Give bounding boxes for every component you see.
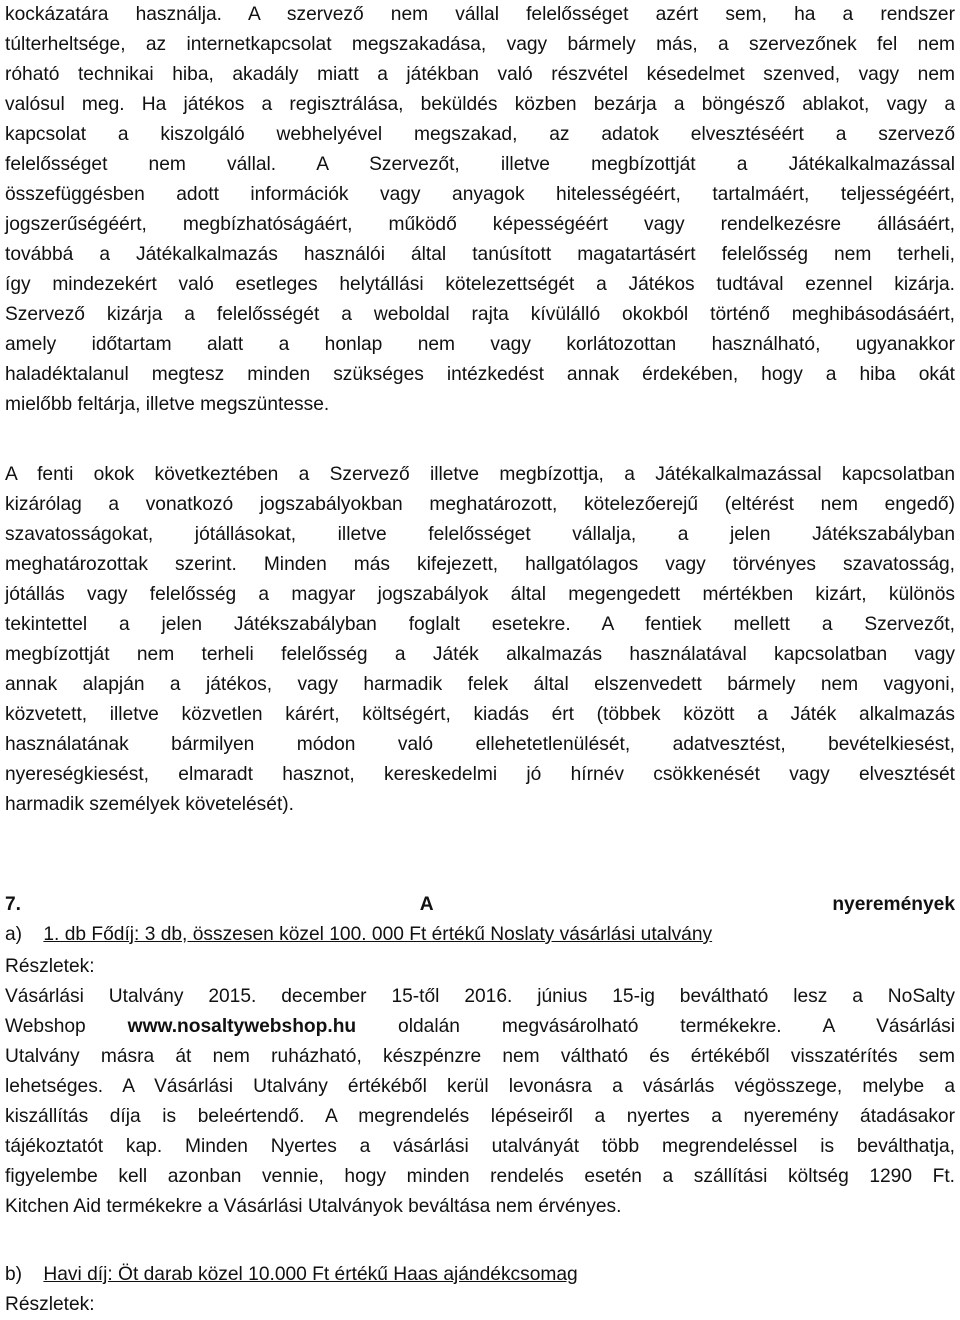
text-line: valósul meg. Ha játékos a regisztrálása, beküldés közben bezárja a böngésző ablakot, vagy a bbox=[5, 94, 955, 115]
prize-a-details-label: Részletek: bbox=[5, 956, 95, 977]
text-line: tájékoztatót kap. Minden Nyertes a vásárlási utalványát több megrendeléssel is beválthatja, bbox=[5, 1136, 955, 1157]
text-line: megbízottját nem terheli felelősség a Játék alkalmazás használatával kapcsolatban vagy bbox=[5, 644, 955, 665]
text-line: tekintettel a jelen Játékszabályban foglalt esetekre. A fentiek mellett a Szervezőt, bbox=[5, 614, 955, 635]
text-line: továbbá a Játékalkalmazás használói által tanúsított magatartásért felelősség nem terheli, bbox=[5, 244, 955, 265]
text-line: szavatosságokat, jótállásokat, illetve felelősséget vállalja, a jelen Játékszabályban bbox=[5, 524, 955, 545]
prize-a-title: 1. db Fődíj: 3 db, összesen közel 100. 000 Ft értékű Noslaty vásárlási utalvány bbox=[43, 924, 713, 945]
text-line: lehetséges. A Vásárlási Utalvány értékéből kerül levonásra a vásárlás végösszege, melybe a bbox=[5, 1076, 955, 1097]
webshop-link[interactable]: www.nosaltywebshop.hu bbox=[127, 1016, 357, 1037]
text-span: oldalán megvásárolható termékekre. A Vásárlási bbox=[356, 1016, 956, 1037]
text-line: közvetett, illetve közvetlen kárért, költségért, kiadás ért (többek között a Játék alkalmazás bbox=[5, 704, 955, 725]
text-line: meghatározottak szerint. Minden más kifejezett, hallgatólagos vagy törvényes szavatosság, bbox=[5, 554, 955, 575]
text-line: kapcsolat a kiszolgáló webhelyével megszakad, az adatok elvesztéséért a szervező bbox=[5, 124, 955, 145]
section-heading: 7. A nyeremények bbox=[5, 894, 955, 915]
text-line: annak alapján a játékos, vagy harmadik felek által elszenvedett bármely nem vagyoni, bbox=[5, 674, 955, 695]
text-line: haladéktalanul megtesz minden szükséges intézkedést annak érdekében, hogy a hiba okát bbox=[5, 364, 955, 385]
prize-a-marker: a) bbox=[5, 924, 23, 945]
text-line: A fenti okok következtében a Szervező illetve megbízottja, a Játékalkalmazással kapcsolatban bbox=[5, 464, 955, 485]
text-line: összefüggésben adott információk vagy anyagok hitelességéért, tartalmáért, teljességéért, bbox=[5, 184, 955, 205]
text-line: túlterheltsége, az internetkapcsolat megszakadása, vagy bármely más, a szervezőnek fel nem bbox=[5, 34, 955, 55]
prize-b-marker: b) bbox=[5, 1264, 23, 1285]
text-line: Utalvány másra át nem ruházható, készpénzre nem váltható és értékéből visszatérítés sem bbox=[5, 1046, 955, 1067]
prize-a-title-line bbox=[5, 920, 955, 950]
text-line: mielőbb feltárja, illetve megszüntesse. bbox=[5, 394, 330, 415]
text-line: használatának bármilyen módon való ellehetetlenülését, adatvesztést, bevételkiesést, bbox=[5, 734, 955, 755]
text-line: kizárólag a vonatkozó jogszabályokban meghatározott, kötelezőerejű (eltérést nem engedő) bbox=[5, 494, 955, 515]
text-line: jogszerűségéért, megbízhatóságáért, működő képességéért vagy rendelkezésre állásáért, bbox=[5, 214, 955, 235]
text-span: Webshop bbox=[5, 1016, 128, 1037]
text-line: Szervező kizárja a felelősségét a weboldal rajta kívülálló okokból történő meghibásodásáért, bbox=[5, 304, 955, 325]
prize-b-title: Havi díj: Öt darab közel 10.000 Ft értékű Haas ajándékcsomag bbox=[43, 1264, 578, 1285]
text-line: kiszállítás díja is beleértendő. A megrendelés lépéseiről a nyertes a nyeremény átadásakor bbox=[5, 1106, 955, 1127]
text-line: felelősséget nem vállal. A Szervezőt, illetve megbízottját a Játékalkalmazással bbox=[5, 154, 955, 175]
text-line: harmadik személyek követelését). bbox=[5, 794, 294, 815]
text-line: Kitchen Aid termékekre a Vásárlási Utalványok beváltása nem érvényes. bbox=[5, 1196, 622, 1217]
text-line: jótállás vagy felelősség a magyar jogszabályok által megengedett mértékben kizárt, különös bbox=[5, 584, 955, 605]
text-line: így mindezekért való esetleges helytállási kötelezettségét a Játékos tudtával ezennel kizárja. bbox=[5, 274, 955, 295]
text-line bbox=[5, 1012, 955, 1042]
prize-b-details-label: Részletek: bbox=[5, 1294, 95, 1315]
text-line: kockázatára használja. A szervező nem vállal felelősséget azért sem, ha a rendszer bbox=[5, 4, 955, 25]
text-line: Vásárlási Utalvány 2015. december 15-től 2016. június 15-ig beváltható lesz a NoSalty bbox=[5, 986, 955, 1007]
text-line: figyelembe kell azonban vennie, hogy minden rendelés esetén a szállítási költség 1290 Ft. bbox=[5, 1166, 955, 1187]
prize-b-title-line bbox=[5, 1260, 955, 1290]
text-line: róható technikai hiba, akadály miatt a játékban való részvétel késedelmet szenved, vagy nem bbox=[5, 64, 955, 85]
text-line: amely időtartam alatt a honlap nem vagy korlátozottan használható, ugyanakkor bbox=[5, 334, 955, 355]
text-line: nyereségkiesést, elmaradt hasznot, kereskedelmi jó hírnév csökkenését vagy elvesztését bbox=[5, 764, 955, 785]
